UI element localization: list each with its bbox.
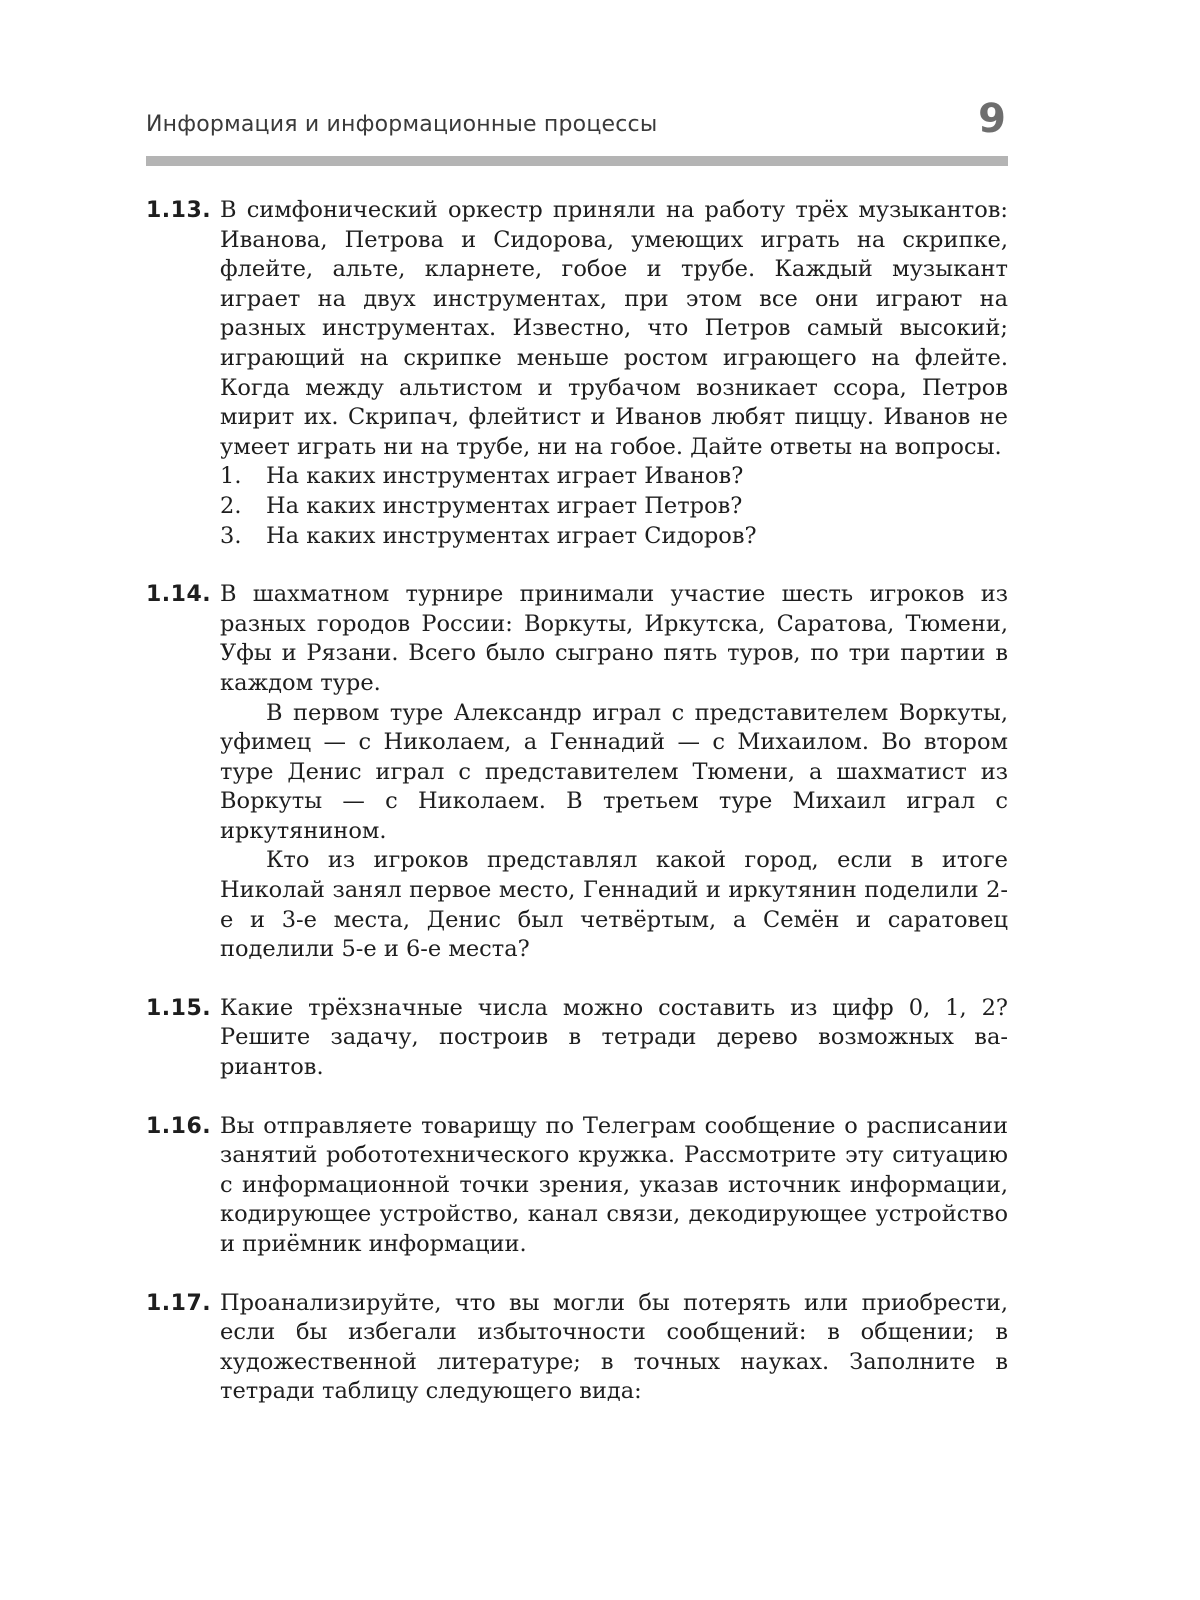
problem-number: 1.14.	[146, 582, 212, 608]
question-text: На каких инструментах играет Сидоров?	[266, 522, 757, 549]
problem-paragraph: Вы отправляете товарищу по Телеграм сообщение о расписании занятий робототехнического кружка. Рассмотрите эту ситуацию с информационной точки зрения, указав источник информации, кодирующее устройство, канал связи, декодирующее устройство и приёмник информации.	[220, 1112, 1008, 1257]
problem-text	[220, 1112, 1008, 1260]
problem-paragraph: В шахматном турнире принимали участие шесть игроков из разных городов России: Воркуты, Иркутска, Саратова, Тюмени, Уфы и Рязани. Всего было сыграно пять туров, по три партии в каждом туре.	[220, 581, 1008, 696]
problem-1-17	[146, 1289, 1008, 1407]
question-item	[220, 492, 1008, 522]
question-item	[220, 462, 1008, 492]
problem-text	[220, 994, 1008, 1083]
header-rule	[146, 156, 1008, 166]
problem-number: 1.17.	[146, 1290, 212, 1316]
problem-paragraph: Проанализируйте, что вы могли бы потерять или приобрести, если бы избегали избыточности сообщений: в общении; в художественной литературе; в точных науках. Заполните в тетради таблицу следующего вида:	[220, 1289, 1008, 1405]
question-number: 2.	[220, 492, 242, 519]
page-header	[146, 96, 1008, 166]
problem-number: 1.16.	[146, 1113, 212, 1139]
problem-paragraph: В симфонический оркестр приняли на работу трёх музыкантов: Иванова, Петрова и Сидорова, умеющих играть на скрипке, флейте, альте, кларнете, гобое и трубе. Каждый музыкант играет на двух инструментах, при этом все они играют на разных инструментах. Известно, что Петров самый высокий; играющий на скрипке меньше ростом играющего на флейте. Когда между альтистом и трубачом возникает ссора, Петров мирит их. Скрипач, флейтист и Иванов любят пиццу. Иванов не умеет играть ни на трубе, ни на гобое. Дайте ответы на вопросы.	[220, 197, 1008, 460]
question-text: На каких инструментах играет Иванов?	[266, 463, 744, 490]
question-text: На каких инструментах играет Петров?	[266, 492, 743, 519]
problem-1-15	[146, 994, 1008, 1083]
running-title: Информация и информационные процессы	[146, 112, 658, 137]
question-item	[220, 522, 1008, 552]
page-content	[146, 196, 1008, 1436]
question-number: 1.	[220, 463, 242, 490]
problem-1-13	[146, 196, 1008, 551]
problem-text	[220, 1289, 1008, 1407]
problem-paragraph: Какие трёхзначные числа можно составить из цифр 0, 1, 2? Решите задачу, построив в тетради дерево возможных вариантов.	[220, 994, 1008, 1081]
problem-number: 1.13.	[146, 198, 212, 223]
question-list	[220, 462, 1008, 551]
page-number: 9	[978, 96, 1006, 142]
problem-1-16	[146, 1112, 1008, 1260]
problem-paragraph: Кто из игроков представлял какой город, если в итоге Николай занял первое место, Геннадий и иркутянин поделили 2-е и 3-е места, Денис был четвёртым, а Семён и саратовец поделили 5-е и 6-е места?	[220, 847, 1008, 963]
problem-number: 1.15.	[146, 995, 212, 1021]
problem-1-14	[146, 580, 1008, 965]
problem-text	[220, 196, 1008, 551]
problem-paragraph: В первом туре Александр играл с представителем Воркуты, уфимец — с Николаем, а Геннадий — с Михаилом. Во втором туре Денис играл с представителем Тюмени, а шахматист из Воркуты — с Николаем. В третьем туре Михаил играл с иркутянином.	[220, 699, 1008, 844]
question-number: 3.	[220, 522, 242, 549]
problem-text	[220, 580, 1008, 965]
